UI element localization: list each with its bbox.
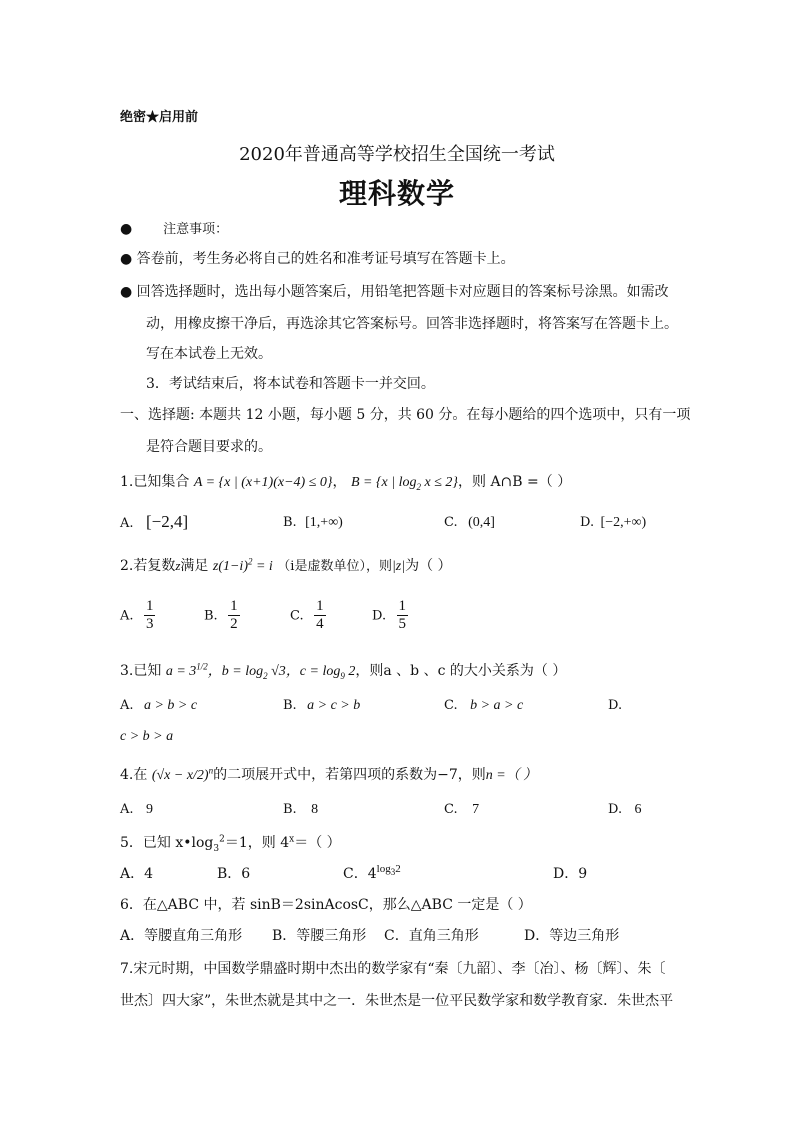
question-4-option-c[interactable]: C. 7 <box>444 802 480 817</box>
question-5-option-b[interactable]: B．6 <box>217 866 251 882</box>
set-a: A = {x | (x+1)(x−4) ≤ 0} <box>193 475 333 490</box>
section-1-line-1: 一、选择题: 本题共 12 小题，每小题 5 分，共 60 分。在每小题给的四个选项中，只有一项 <box>120 407 691 423</box>
equation: $z(1-i)^2 = i$ <box>212 556 273 574</box>
question-4-option-a[interactable]: A. 9 <box>120 802 153 817</box>
question-7-line-1: 7.宋元时期，中国数学鼎盛时期中杰出的数学家有“秦〔九韶〕、李〔冶〕、杨〔辉〕、朱〔 <box>120 961 666 977</box>
question-1-option-b[interactable]: B. [1,+∞) <box>283 515 343 530</box>
question-3-option-a[interactable]: A. a > b > c <box>120 698 198 713</box>
question-2-option-d[interactable]: D. $\frac{1}{5}$ <box>372 598 407 632</box>
question-3-option-b[interactable]: B. a > c > b <box>283 698 361 713</box>
question-3-stem: 3.已知 $a = 3^{1/2}$，$b = \log_2 √3$，$c = \log_9 2$，则a 、b 、c 的大小关系为（ ） <box>120 661 567 681</box>
note-2-line-2: 动，用橡皮擦干净后，再选涂其它答案标号。回答非选择题时，将答案写在答题卡上。 <box>146 316 678 332</box>
question-1-option-d[interactable]: D. [−2,+∞) <box>580 515 647 530</box>
note-1: ● 答卷前，考生务必将自己的姓名和准考证号填写在答题卡上。 <box>120 251 515 267</box>
note-2-line-3: 写在本试卷上无效。 <box>146 346 272 362</box>
question-2-stem: 2.若复数z满足 $z(1-i)^2 = i$ （i是虚数单位），则|z|为（ ） <box>120 556 452 574</box>
subject-title: 理科数学 <box>338 177 455 210</box>
question-3-option-d[interactable]: D. <box>608 698 623 713</box>
question-5-option-d[interactable]: D．9 <box>553 866 588 882</box>
question-3-option-c[interactable]: C. b > a > c <box>444 698 524 713</box>
question-5-option-c[interactable]: C．$4^{log_32}$ <box>343 863 401 882</box>
notes-heading: 注意事项： <box>163 222 229 237</box>
exam-title: 2020年普通高等学校招生全国统一考试 <box>239 144 555 165</box>
question-6-option-c[interactable]: C．直角三角形 <box>384 928 479 944</box>
question-6-stem: 6．在△ABC 中，若 sinB＝2sinAcosC，那么△ABC 一定是（ ） <box>120 897 532 913</box>
section-1-line-2: 是符合题目要求的。 <box>146 439 272 455</box>
notes-heading-row <box>120 218 228 237</box>
bullet-icon: ● <box>120 284 133 300</box>
bullet-icon: ● <box>120 221 133 237</box>
question-1-option-c[interactable]: C. (0,4] <box>444 515 495 530</box>
bullet-icon: ● <box>120 251 133 267</box>
question-4-option-d[interactable]: D. 6 <box>608 802 642 817</box>
question-4-option-b[interactable]: B. 8 <box>283 802 319 817</box>
question-2-option-b[interactable]: B. $\frac{1}{2}$ <box>204 598 238 632</box>
question-5-option-a[interactable]: A．4 <box>120 866 154 882</box>
question-7-line-2: 世杰〕四大家”，朱世杰就是其中之一．朱世杰是一位平民数学家和数学教育家．朱世杰平 <box>120 993 674 1009</box>
question-6-option-d[interactable]: D．等边三角形 <box>524 928 620 944</box>
secret-label: 绝密★启用前 <box>120 110 199 125</box>
question-1-option-a[interactable]: A. [−2,4] <box>120 512 189 531</box>
a-expression: $a = 3^{1/2}$ <box>165 661 208 679</box>
note-3: 3．考试结束后，将本试卷和答题卡一并交回。 <box>146 376 435 392</box>
question-2-option-a[interactable]: A. $\frac{1}{3}$ <box>120 598 154 632</box>
question-5-stem: 5．已知 $x•\log_3^2=1$，则 $4^x=$（ ） <box>120 834 341 854</box>
set-b: B = {x | $\log_2 x \le 2$} <box>350 475 458 492</box>
question-2-option-c[interactable]: C. $\frac{1}{4}$ <box>290 598 324 632</box>
question-6-option-a[interactable]: A．等腰直角三角形 <box>120 928 243 944</box>
question-6-option-b[interactable]: B．等腰三角形 <box>272 928 367 944</box>
question-4-stem: 4.在 $(√x - x/2)^n$的二项展开式中，若第四项的系数为−7，则n =（ ） <box>120 765 538 783</box>
binomial-expression: $(√x - x/2)^n$ <box>151 765 214 783</box>
question-3-option-d-value: c > b > a <box>120 729 174 744</box>
question-1-stem: 1.已知集合 A = {x | (x+1)(x−4) ≤ 0}， B = {x | $\log_2 x \le 2$}，则 A∩B =（ ） <box>120 474 572 492</box>
note-2-line-1: ● 回答选择题时，选出每小题答案后，用铅笔把答题卡对应题目的答案标号涂黑。如需改 <box>120 284 669 300</box>
